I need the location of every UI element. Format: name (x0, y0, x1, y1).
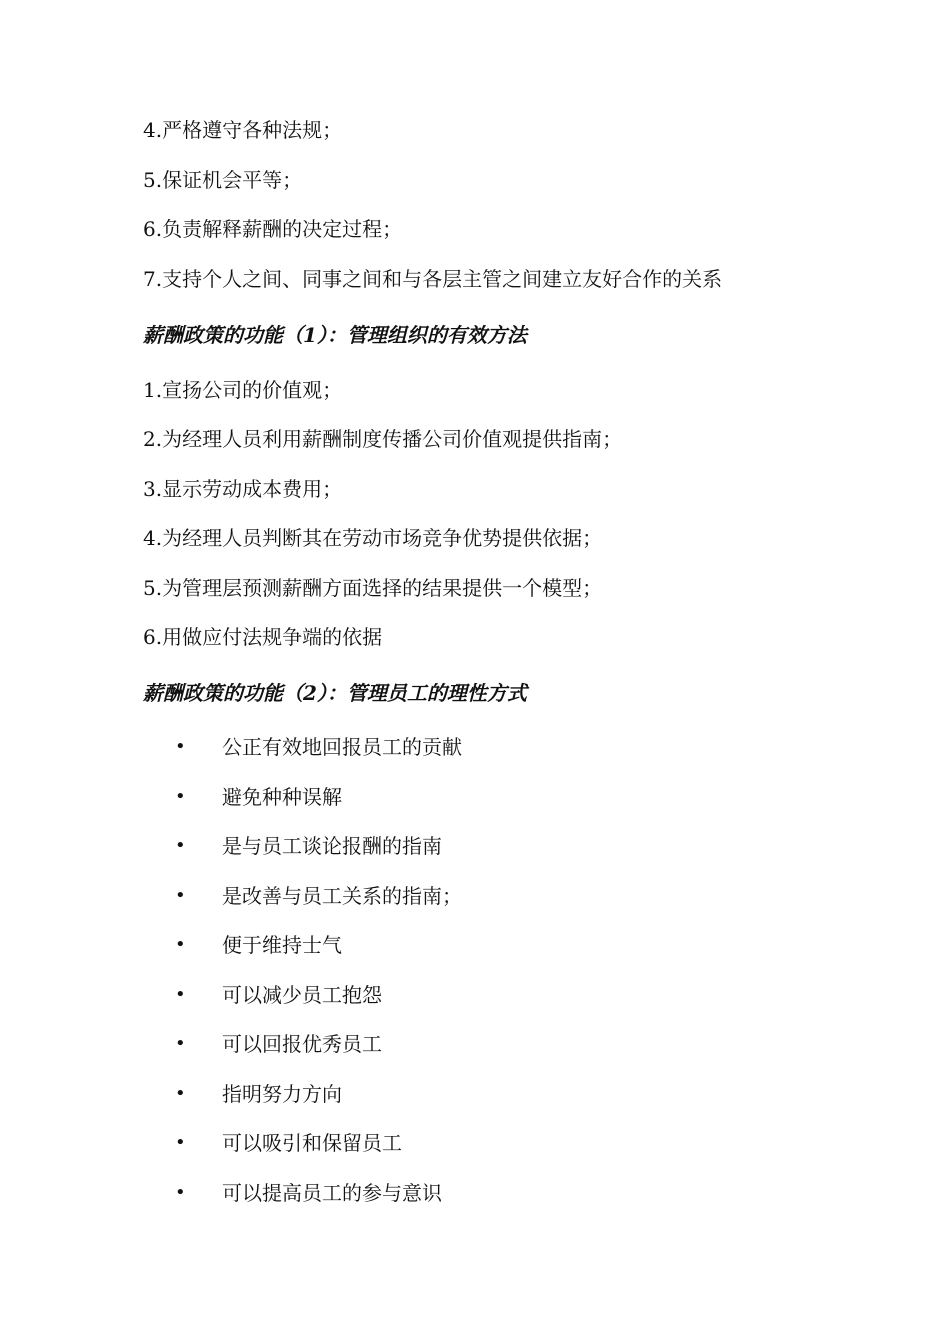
bullet-list-item (0, 1129, 950, 1157)
bullet-text: 公正有效地回报员工的贡献 (222, 735, 462, 759)
bullet-text: 指明努力方向 (222, 1082, 342, 1106)
bullet-icon: • (175, 786, 186, 807)
list-item: 5.为管理层预测薪酬方面选择的结果提供一个模型； (143, 576, 603, 600)
bullet-icon: • (175, 934, 186, 955)
list-item: 6.用做应付法规争端的依据 (143, 625, 383, 649)
bullet-text: 可以提高员工的参与意识 (222, 1181, 442, 1205)
bullet-icon: • (175, 1132, 186, 1153)
bullet-icon: • (175, 1083, 186, 1104)
bullet-list-item (0, 1030, 950, 1058)
bullet-text: 是改善与员工关系的指南； (222, 884, 462, 908)
bullet-text: 避免种种误解 (222, 785, 342, 809)
bullet-list-item (0, 882, 950, 910)
bullet-text: 可以吸引和保留员工 (222, 1131, 402, 1155)
bullet-list-item (0, 931, 950, 959)
bullet-text: 可以减少员工抱怨 (222, 983, 382, 1007)
list-item: 1.宣扬公司的价值观； (143, 378, 343, 402)
bullet-icon: • (175, 984, 186, 1005)
bullet-list-item (0, 1080, 950, 1108)
list-item: 4.严格遵守各种法规； (143, 118, 343, 142)
list-item: 2.为经理人员利用薪酬制度传播公司价值观提供指南； (143, 427, 623, 451)
bullet-text: 可以回报优秀员工 (222, 1032, 382, 1056)
bullet-list-item (0, 1179, 950, 1207)
bullet-text: 便于维持士气 (222, 933, 342, 957)
bullet-icon: • (175, 1182, 186, 1203)
bullet-list-item (0, 981, 950, 1009)
list-item: 6.负责解释薪酬的决定过程； (143, 217, 403, 241)
bullet-icon: • (175, 835, 186, 856)
bullet-icon: • (175, 736, 186, 757)
section-heading-1: 薪酬政策的功能（1）：管理组织的有效方法 (143, 323, 527, 347)
list-item: 7.支持个人之间、同事之间和与各层主管之间建立友好合作的关系 (143, 267, 723, 291)
bullet-icon: • (175, 885, 186, 906)
bullet-icon: • (175, 1033, 186, 1054)
bullet-list-item (0, 783, 950, 811)
bullet-list-item (0, 832, 950, 860)
bullet-text: 是与员工谈论报酬的指南 (222, 834, 442, 858)
list-item: 4.为经理人员判断其在劳动市场竞争优势提供依据； (143, 526, 603, 550)
list-item: 5.保证机会平等； (143, 168, 303, 192)
bullet-list-item (0, 733, 950, 761)
section-heading-2: 薪酬政策的功能（2）：管理员工的理性方式 (143, 681, 527, 705)
list-item: 3.显示劳动成本费用； (143, 477, 343, 501)
